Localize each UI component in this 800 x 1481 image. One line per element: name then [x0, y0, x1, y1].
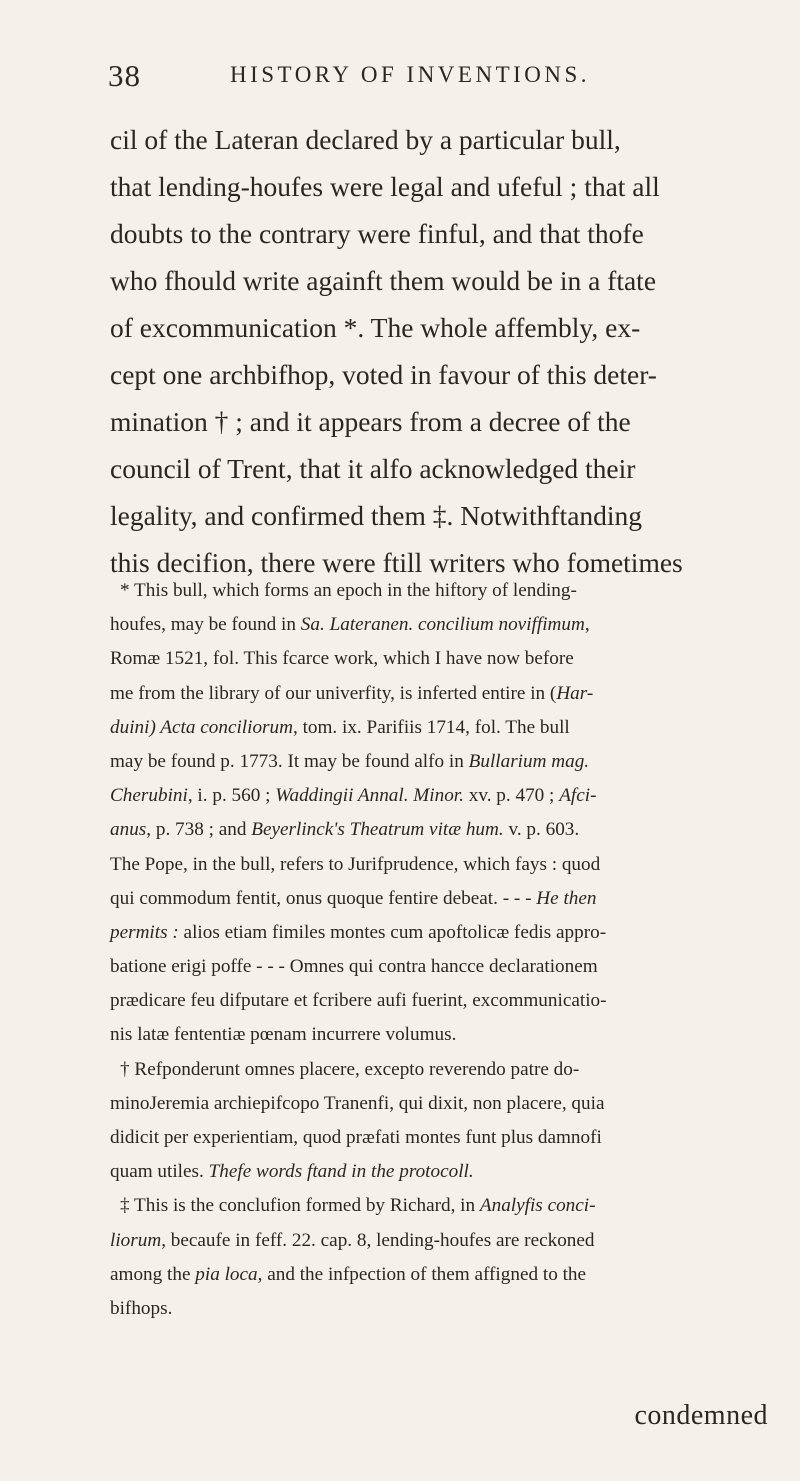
- body-line: cil of the Lateran declared by a particular bull,: [110, 124, 621, 155]
- body-line: this decifion, there were ftill writers who fometimes: [110, 547, 683, 578]
- body-line: mination † ; and it appears from a decree of the: [110, 406, 631, 437]
- footnotes: [110, 574, 770, 1326]
- note-line: nis latæ fententiæ pœnam incurrere volumus.: [110, 1024, 457, 1046]
- body-line: council of Trent, that it alfo acknowledged their: [110, 453, 636, 484]
- body-line: that lending-houfes were legal and ufeful ; that all: [110, 171, 660, 202]
- note-line: liorum, becaufe in feff. 22. cap. 8, lending-houfes are reckoned: [110, 1229, 595, 1251]
- note-line: may be found p. 1773. It may be found alfo in Bullarium mag.: [110, 750, 590, 772]
- running-title: HISTORY OF INVENTIONS.: [230, 62, 591, 87]
- running-head: [108, 58, 760, 98]
- body-line: legality, and confirmed them ‡. Notwithftanding: [110, 500, 643, 531]
- note-line: anus, p. 738 ; and Beyerlinck's Theatrum vitæ hum. v. p. 603.: [110, 819, 580, 841]
- note-line: bifhops.: [110, 1297, 173, 1319]
- note-line: among the pia loca, and the infpection of them affigned to the: [110, 1263, 587, 1285]
- body-line: cept one archbifhop, voted in favour of this deter-: [110, 359, 657, 390]
- note-line: * This bull, which forms an epoch in the hiftory of lending-: [120, 580, 577, 601]
- note-line: batione erigi poffe - - - Omnes qui contra hancce declarationem: [110, 956, 598, 978]
- note-line: duini) Acta conciliorum, tom. ix. Parifiis 1714, fol. The bull: [110, 716, 570, 738]
- body-line: of excommunication *. The whole affembly, ex-: [110, 312, 641, 343]
- note-line: permits : alios etiam fimiles montes cum apoftolicæ fedis appro-: [110, 921, 607, 943]
- body-line: who fhould write againft them would be in a ftate: [110, 265, 657, 296]
- note-line: † Refponderunt omnes placere, excepto reverendo patre do-: [120, 1058, 580, 1080]
- footnote-double-dagger: [110, 1189, 770, 1326]
- note-line: Cherubini, i. p. 560 ; Waddingii Annal. Minor. xv. p. 470 ; Afci-: [110, 785, 597, 807]
- note-line: Romæ 1521, fol. This fcarce work, which I have now before: [110, 648, 574, 670]
- body-line: doubts to the contrary were finful, and that thofe: [110, 218, 644, 249]
- footnote-dagger: [110, 1053, 770, 1190]
- note-line: qui commodum fentit, onus quoque fentire debeat. - - - He then: [110, 887, 597, 909]
- note-line: didicit per experientiam, quod præfati montes funt plus damnofi: [110, 1127, 602, 1148]
- page-number: 38: [108, 58, 141, 93]
- note-line: ‡ This is the conclufion formed by Richard, in Analyfis conci-: [120, 1195, 596, 1217]
- note-line: houfes, may be found in Sa. Lateranen. concilium noviffimum,: [110, 614, 590, 636]
- note-line: prædicare feu difputare et fcribere aufi fuerint, excommunicatio-: [110, 990, 607, 1012]
- note-line: minoJeremia archiepifcopo Tranenfi, qui dixit, non placere, quia: [110, 1092, 605, 1114]
- catchword: condemned: [634, 1400, 768, 1431]
- main-text: [110, 116, 770, 586]
- note-line: The Pope, in the bull, refers to Jurifprudence, which fays : quod: [110, 853, 601, 875]
- footnote-asterisk: [110, 574, 770, 1053]
- note-line: me from the library of our univerfity, is inferted entire in (Har-: [110, 682, 594, 704]
- note-line: quam utiles. Thefe words ftand in the protocoll.: [110, 1161, 474, 1183]
